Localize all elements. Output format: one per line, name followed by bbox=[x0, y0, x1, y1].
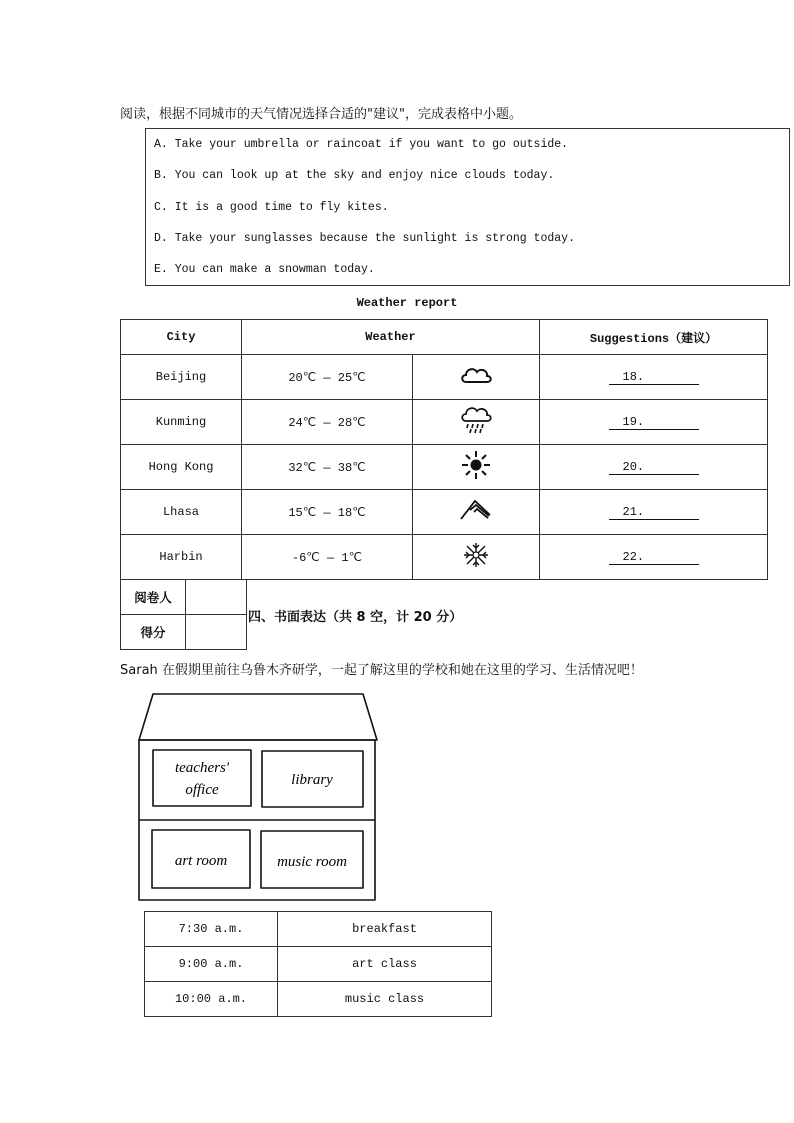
rain-icon bbox=[459, 406, 493, 434]
reviewer-field[interactable] bbox=[186, 580, 247, 615]
schedule-activity: art class bbox=[278, 947, 492, 982]
table-row bbox=[121, 490, 768, 535]
score-label: 得分 bbox=[121, 615, 186, 650]
snow-icon bbox=[462, 541, 490, 569]
table-row bbox=[145, 912, 492, 947]
sun-icon bbox=[461, 450, 491, 480]
wind-icon bbox=[459, 497, 493, 523]
answer-blank-20[interactable]: 20. bbox=[609, 460, 699, 475]
options-box bbox=[145, 128, 790, 286]
city-cell: Hong Kong bbox=[121, 445, 242, 490]
option-d: D. Take your sunglasses because the sunlight is strong today. bbox=[154, 232, 575, 245]
answer-blank-19[interactable]: 19. bbox=[609, 415, 699, 430]
option-c: C. It is a good time to fly kites. bbox=[154, 201, 389, 214]
city-cell: Kunming bbox=[121, 400, 242, 445]
reviewer-label: 阅卷人 bbox=[121, 580, 186, 615]
header-suggestions: Suggestions（建议） bbox=[540, 320, 768, 355]
table-row bbox=[145, 947, 492, 982]
table-row bbox=[121, 355, 768, 400]
room-music: music room bbox=[277, 854, 347, 870]
option-e: E. You can make a snowman today. bbox=[154, 263, 375, 276]
city-cell: Lhasa bbox=[121, 490, 242, 535]
room-teachers-office-line2: office bbox=[185, 782, 219, 798]
schedule-table bbox=[144, 911, 492, 1017]
grader-table bbox=[120, 579, 247, 650]
room-library: library bbox=[291, 772, 333, 788]
table-row bbox=[145, 982, 492, 1017]
schedule-activity: music class bbox=[278, 982, 492, 1017]
temp-cell: 24℃ — 28℃ bbox=[242, 400, 413, 445]
answer-blank-22[interactable]: 22. bbox=[609, 550, 699, 565]
report-title: Weather report bbox=[356, 296, 458, 310]
schedule-activity: breakfast bbox=[278, 912, 492, 947]
temp-cell: 20℃ — 25℃ bbox=[242, 355, 413, 400]
header-weather: Weather bbox=[242, 320, 540, 355]
instructions: 阅读，根据不同城市的天气情况选择合适的"建议"，完成表格中小题。 bbox=[120, 107, 522, 122]
room-art: art room bbox=[174, 853, 228, 869]
sarah-intro: Sarah 在假期里前往乌鲁木齐研学，一起了解这里的学校和她在这里的学习、生活情况吧！ bbox=[120, 663, 643, 678]
option-b: B. You can look up at the sky and enjoy nice clouds today. bbox=[154, 169, 555, 182]
answer-blank-21[interactable]: 21. bbox=[609, 505, 699, 520]
temp-cell: 15℃ — 18℃ bbox=[242, 490, 413, 535]
city-cell: Beijing bbox=[121, 355, 242, 400]
answer-blank-18[interactable]: 18. bbox=[609, 370, 699, 385]
table-row bbox=[121, 535, 768, 580]
table-row bbox=[121, 445, 768, 490]
schedule-time: 10:00 a.m. bbox=[145, 982, 278, 1017]
option-a: A. Take your umbrella or raincoat if you want to go outside. bbox=[154, 138, 569, 151]
table-header-row bbox=[121, 320, 768, 355]
table-row bbox=[121, 400, 768, 445]
temp-cell: 32℃ — 38℃ bbox=[242, 445, 413, 490]
weather-table bbox=[120, 319, 768, 580]
schedule-time: 9:00 a.m. bbox=[145, 947, 278, 982]
cloud-icon bbox=[459, 363, 493, 387]
section-title: 四、书面表达（共 8 空，计 20 分） bbox=[248, 610, 463, 625]
header-city: City bbox=[121, 320, 242, 355]
schedule-time: 7:30 a.m. bbox=[145, 912, 278, 947]
city-cell: Harbin bbox=[121, 535, 242, 580]
score-field[interactable] bbox=[186, 615, 247, 650]
school-building-illustration bbox=[137, 690, 379, 902]
room-teachers-office-line1: teachers' bbox=[174, 760, 230, 776]
temp-cell: -6℃ — 1℃ bbox=[242, 535, 413, 580]
